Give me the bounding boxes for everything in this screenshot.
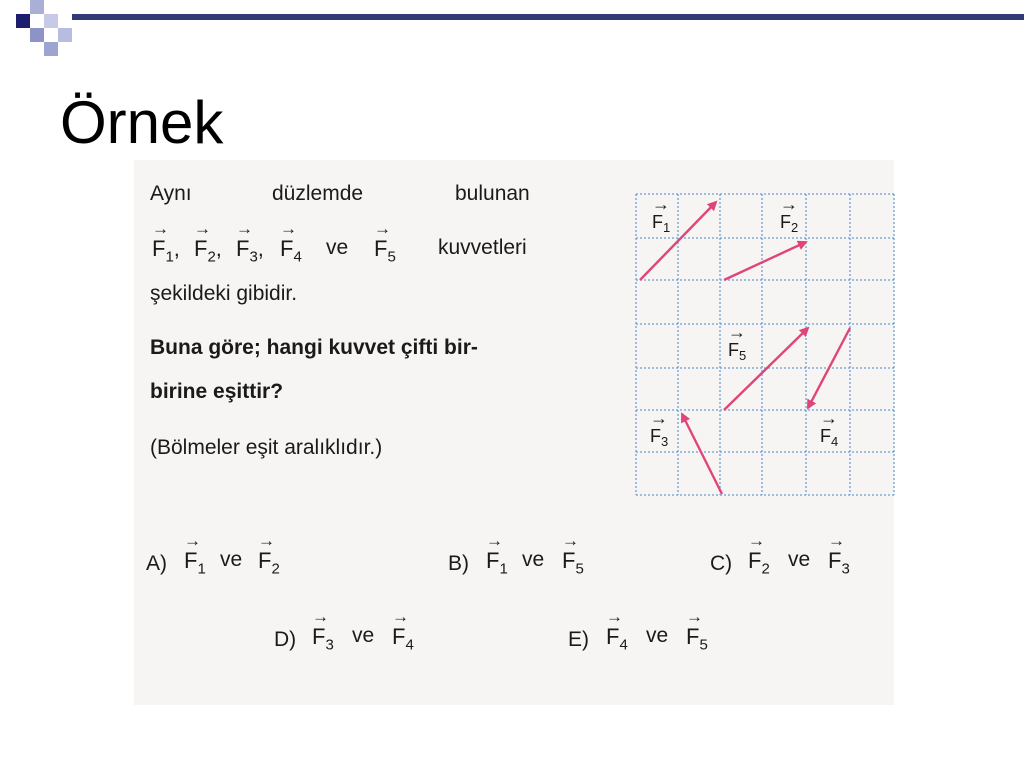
option-vector: → $F_1$ — [184, 531, 206, 578]
grid-lines — [636, 194, 894, 495]
question-bold: birine eşittir? — [150, 380, 284, 403]
option-vector: → $F_4$ — [606, 607, 628, 654]
question-word: bulunan — [455, 182, 530, 205]
question-word: Aynı — [150, 182, 192, 205]
question-line: şekildeki gibidir. — [150, 282, 298, 305]
option-key: A) — [146, 552, 167, 575]
option-vector: → $F_2$ — [748, 531, 770, 578]
question-and: ve — [326, 236, 349, 259]
vector-f2: → $F_2$, — [194, 219, 222, 266]
question-word: kuvvetleri — [438, 236, 527, 259]
option-key: E) — [568, 628, 589, 651]
vector-f1: → $F_1$, — [152, 219, 180, 266]
option-vector: → $F_5$ — [562, 531, 584, 578]
question-note: (Bölmeler eşit aralıklıdır.) — [150, 436, 383, 459]
option-vector: → $F_3$ — [828, 531, 850, 578]
option-and: ve — [522, 548, 545, 571]
option-vector: → $F_3$ — [312, 607, 334, 654]
svg-text:→: → — [650, 408, 668, 428]
option-and: ve — [220, 548, 243, 571]
svg-text:→: → — [820, 408, 838, 428]
svg-text:→: → — [652, 194, 670, 214]
option-vector: → $F_5$ — [686, 607, 708, 654]
option-vector: → $F_4$ — [392, 607, 414, 654]
arrow-f3 — [682, 414, 722, 494]
option-and: ve — [352, 624, 375, 647]
grid-label-f1: $F_1$ — [652, 212, 671, 235]
vector-f5: → $F_5$ — [374, 219, 396, 266]
vector-f3: → $F_3$, — [236, 219, 264, 266]
vector-f4: → $F_4$ — [280, 219, 302, 266]
corner-square-light — [44, 42, 58, 56]
corner-square-light — [44, 14, 58, 28]
option-key: C) — [710, 552, 733, 575]
title-rule — [72, 14, 1024, 20]
page-title: Örnek — [60, 89, 224, 156]
arrow-f2 — [724, 242, 806, 280]
corner-square-light — [30, 0, 44, 14]
option-and: ve — [646, 624, 669, 647]
question-word: düzlemde — [272, 182, 364, 205]
option-vector: → $F_2$ — [258, 531, 280, 578]
corner-square-light — [58, 28, 72, 42]
grid-label-f4: $F_4$ — [820, 426, 839, 449]
arrow-f4 — [808, 328, 850, 408]
grid-label-f3: $F_3$ — [650, 426, 669, 449]
force-grid-figure — [620, 180, 910, 510]
option-and: ve — [788, 548, 811, 571]
svg-text:→: → — [780, 194, 798, 214]
question-bold: Buna göre; hangi kuvvet çifti bir- — [150, 336, 478, 359]
option-key: B) — [448, 552, 469, 575]
grid-label-f2: $F_2$ — [780, 212, 799, 235]
option-key: D) — [274, 628, 297, 651]
corner-square-light — [30, 28, 44, 42]
svg-text:→: → — [728, 322, 746, 342]
grid-label-f5: $F_5$ — [728, 340, 747, 363]
option-vector: → $F_1$ — [486, 531, 508, 578]
corner-square-dark — [16, 14, 30, 28]
